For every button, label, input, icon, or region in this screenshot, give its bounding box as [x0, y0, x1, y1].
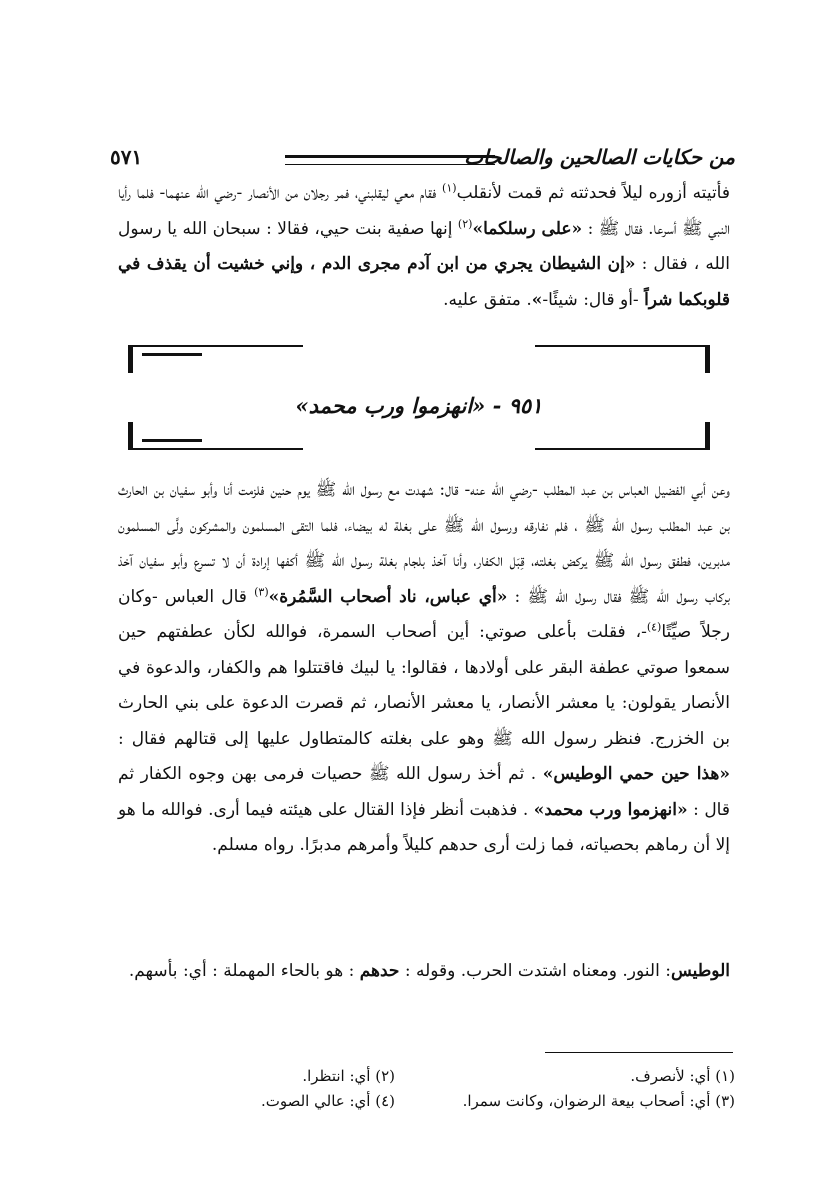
running-header-title: من حكايات الصالحين والصالحات	[464, 145, 735, 169]
page-number: ٥٧١	[110, 145, 143, 169]
note-term-1: الوطيس	[670, 961, 730, 981]
intro-text-2: فقام معي ليقلبني، فمر رجلان من الأنصار -رضي الله عنهما- فلما رأيا النبي ﷺ أسرعا. فقال ﷺ :	[118, 183, 730, 239]
intro-paragraph	[118, 176, 730, 318]
chapter-title: ٩٥١ - «انهزموا ورب محمد»	[295, 393, 543, 418]
footnote-4: (٤) أي: عالي الصوت.	[260, 1092, 395, 1110]
intro-text-1: فأتيته أزوره ليلاً فحدثته ثم قمت لأنقلب	[456, 183, 730, 203]
footnote-ref-2[interactable]: (٢)	[457, 216, 473, 230]
note-text-2: : هو بالحاء المهملة : أي: بأسهم.	[128, 961, 360, 981]
frame-corner-top-right	[535, 345, 710, 375]
intro-text-3: إنها صفية بنت حيي، فقالا : سبحان الله يا رسول الله ، فقال :	[118, 218, 730, 274]
footnote-ref-1[interactable]: (١)	[442, 181, 457, 195]
intro-quote-1: «على رسلكما»	[472, 218, 583, 239]
main-text-2: قال العباس -وكان رجلاً صيِّتًا	[118, 586, 730, 642]
footnote-separator	[545, 1052, 733, 1053]
note-term-2: حدهم	[359, 961, 400, 981]
note-text-1: : النور. ومعناه اشتدت الحرب. وقوله :	[399, 961, 671, 981]
main-paragraph	[118, 473, 730, 864]
footnote-ref-3[interactable]: (٣)	[254, 584, 269, 598]
footnote-ref-4[interactable]: (٤)	[646, 620, 662, 634]
main-text-5: . فذهبت أنظر فإذا القتال على هيئته فيما أرى. فوالله ما هو إلا أن رماهم بحصياته، فما زلت أرى حدهم كليلاً وأمرهم مدبرًا. رواه مسلم.	[118, 799, 730, 855]
frame-corner-bottom-right	[535, 420, 710, 450]
footnote-row	[120, 1064, 735, 1089]
intro-quote-2: «إن الشيطان يجري من ابن آدم مجرى الدم ، وإني خشيت أن يقذف في قلوبكما شراً	[118, 254, 730, 310]
frame-corner-bottom-left	[128, 420, 303, 450]
footnote-1: (١) أي: لأنصرف.	[630, 1067, 735, 1085]
running-header	[110, 143, 735, 173]
main-text-3: -، فقلت بأعلى صوتي: أين أصحاب السمرة، فوالله لكأن عطفتهم حين سمعوا صوتي عطفة البقر على أولادها ، فقالوا: يا لبيك فاقتتلوا هم والكفار، والدعوة في الأنصار يقولون: يا معشر الأنصار، يا معشر الأنصار، ثم قصرت الدعوة على بني الحارث بن الخزرج. فنظر رسول الله ﷺ وهو على بغلته كالمتطاول عليها إلى قتالهم فقال :	[118, 622, 730, 749]
notes-paragraph	[118, 954, 730, 990]
main-text-4: . ثم أخذ رسول الله ﷺ حصيات فرمى بهن وجوه الكفار ثم قال :	[118, 764, 730, 820]
main-text-1: وعن أبي الفضيل العباس بن عبد المطلب -رضي الله عنه- قال: شهدت مع رسول الله ﷺ يوم حنين فلزمت أنا وأبو سفيان بن الحارث بن عبد المطلب رسول الله ﷺ ، فلم نفارقه ورسول الله ﷺ على بغلة له بيضاء، فلما التقى المسلمون والمشركون ولَّى المسلمون مدبرين، فطفق رسول الله ﷺ يركض بغلته، قِبَل الكفار، وأنا آخذ بلجام بغلة رسول الله ﷺ أكفها إرادة أن لا تسرع وأبو سفيان آخذ بركاب رسول الله ﷺ فقال رسول الله ﷺ :	[118, 480, 730, 607]
footnote-2: (٢) أي: انتظرا.	[302, 1067, 395, 1085]
chapter-heading-frame	[128, 340, 710, 450]
frame-corner-top-left	[128, 345, 303, 375]
footnote-row	[120, 1089, 735, 1114]
intro-text-4: -أو قال: شيئًا-	[542, 289, 645, 310]
main-quote-3: «انهزموا ورب محمد»	[533, 799, 688, 820]
main-quote-1: «أي عباس، ناد أصحاب السَّمُرة»	[268, 586, 508, 607]
header-rule	[285, 155, 495, 165]
intro-text-5: . متفق عليه.	[443, 289, 532, 310]
main-quote-2: «هذا حين حمي الوطيس»	[542, 764, 730, 784]
footnote-3: (٣) أي: أصحاب بيعة الرضوان، وكانت سمرا.	[462, 1092, 735, 1110]
footnotes	[120, 1064, 735, 1114]
intro-quote-close: »	[531, 289, 543, 310]
